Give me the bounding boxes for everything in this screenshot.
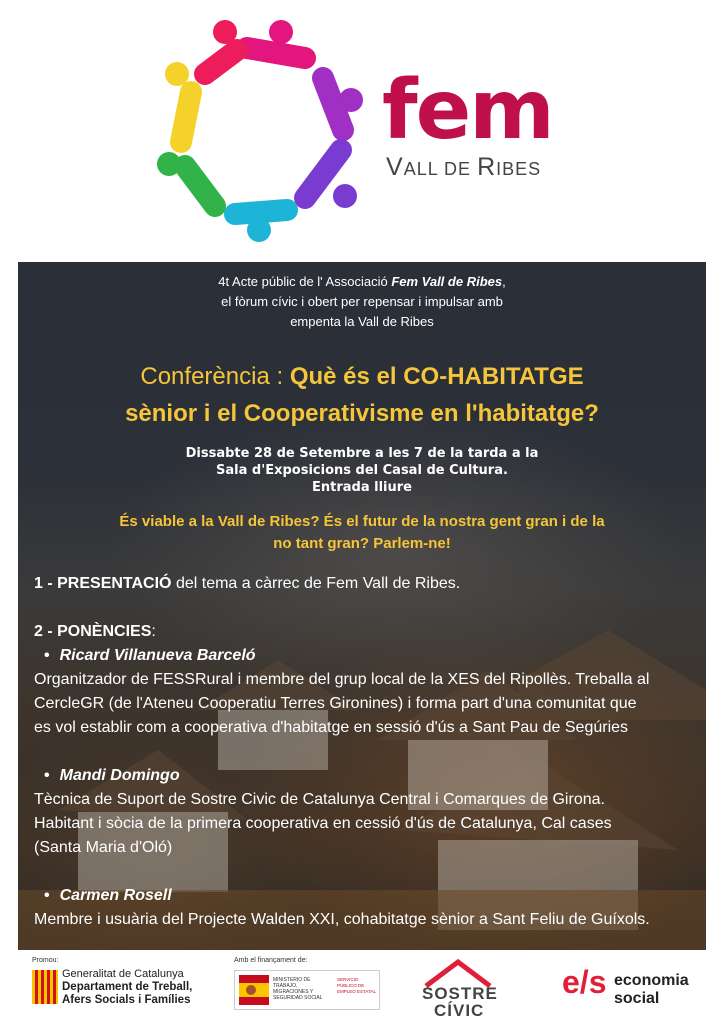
poster-panel — [18, 262, 706, 950]
sepe-text: SERVICIO PÚBLICO DE EMPLEO ESTATAL — [337, 977, 377, 994]
speaker-bio-line: (Santa Maria d'Oló) — [34, 839, 173, 856]
program-item-presentacio: 1 - PRESENTACIÓ del tema a càrrec de Fem Vall de Ribes. — [34, 575, 461, 592]
sostre-civic-logo — [418, 958, 522, 1018]
program-item-ponencies: 2 - PONÈNCIES: — [34, 623, 156, 640]
ministerio-logo — [234, 970, 380, 1010]
civic-text: CÍVIC — [434, 1001, 485, 1020]
speaker-bio-line: Membre i usuària del Projecte Walden XXI, cohabitatge sènior a Sant Feliu de Guíxols. — [34, 911, 650, 928]
economia-text: economia — [614, 972, 689, 989]
fem-logo-ring-icon — [155, 18, 370, 243]
economia-social-logo — [562, 966, 702, 1014]
speaker-bio-line: Habitant i sòcia de la primera cooperativa en cessió d'ús de Catalunya, Cal cases — [34, 815, 612, 832]
speaker-name: • Mandi Domingo — [34, 764, 698, 788]
brand-logo-word: fem — [382, 63, 553, 158]
event-details: Dissabte 28 de Setembre a les 7 de la tarda a la Sala d'Exposicions del Casal de Cultura. Entrada lliure — [185, 446, 539, 495]
ministerio-text: MINISTERIO DE TRABAJO, MIGRACIONES Y SEGURIDAD SOCIAL — [273, 977, 323, 1001]
footer-sponsors — [0, 950, 724, 1024]
speaker-bio-line: es vol establir com a cooperativa d'habitatge en sessió d'ús a Sant Pau de Segúries — [34, 719, 629, 736]
generalitat-text: Generalitat de Catalunya Departament de Treball, Afers Socials i Famílies — [62, 968, 193, 1006]
speaker-name: • Carmen Rosell — [34, 884, 698, 908]
question-text: És viable a la Vall de Ribes? És el futur de la nostra gent gran i de la no tant gran? Parlem-ne! — [119, 513, 605, 552]
speaker-bio-line: Tècnica de Suport de Sostre Civic de Catalunya Central i Comarques de Girona. — [34, 791, 605, 808]
conference-title: Conferència : Què és el CO-HABITATGE sènior i el Cooperativisme en l'habitatge? — [125, 363, 599, 427]
brand-subtitle: VALL DE RIBES — [386, 153, 542, 181]
promou-label: Promou: — [32, 957, 59, 964]
social-text: social — [614, 990, 660, 1007]
speaker-bio-line: Organitzador de FESSRural i membre del grup local de la XES del Ripollès. Treballa al — [34, 671, 650, 688]
program — [34, 572, 698, 932]
association-name: Fem Vall de Ribes — [391, 274, 503, 289]
es-mark: e/s — [562, 964, 607, 1000]
speaker-name: • Ricard Villanueva Barceló — [34, 644, 698, 668]
sostre-text: SOSTRE — [422, 984, 498, 1003]
intro-text: 4t Acte públic de l' Associació Fem Vall de Ribes, el fòrum cívic i obert per repensar i impulsar amb empenta la Vall de Ribes — [218, 274, 506, 329]
generalitat-logo-icon — [32, 970, 58, 1004]
header — [0, 0, 724, 262]
financament-label: Amb el finançament de: — [234, 957, 308, 964]
speaker-bio-line: CercleGR (de l'Ateneu Cooperatiu Terres Gironines) i forma part d'una comunitat que — [34, 695, 637, 712]
spain-coat-of-arms-icon — [239, 975, 269, 1005]
